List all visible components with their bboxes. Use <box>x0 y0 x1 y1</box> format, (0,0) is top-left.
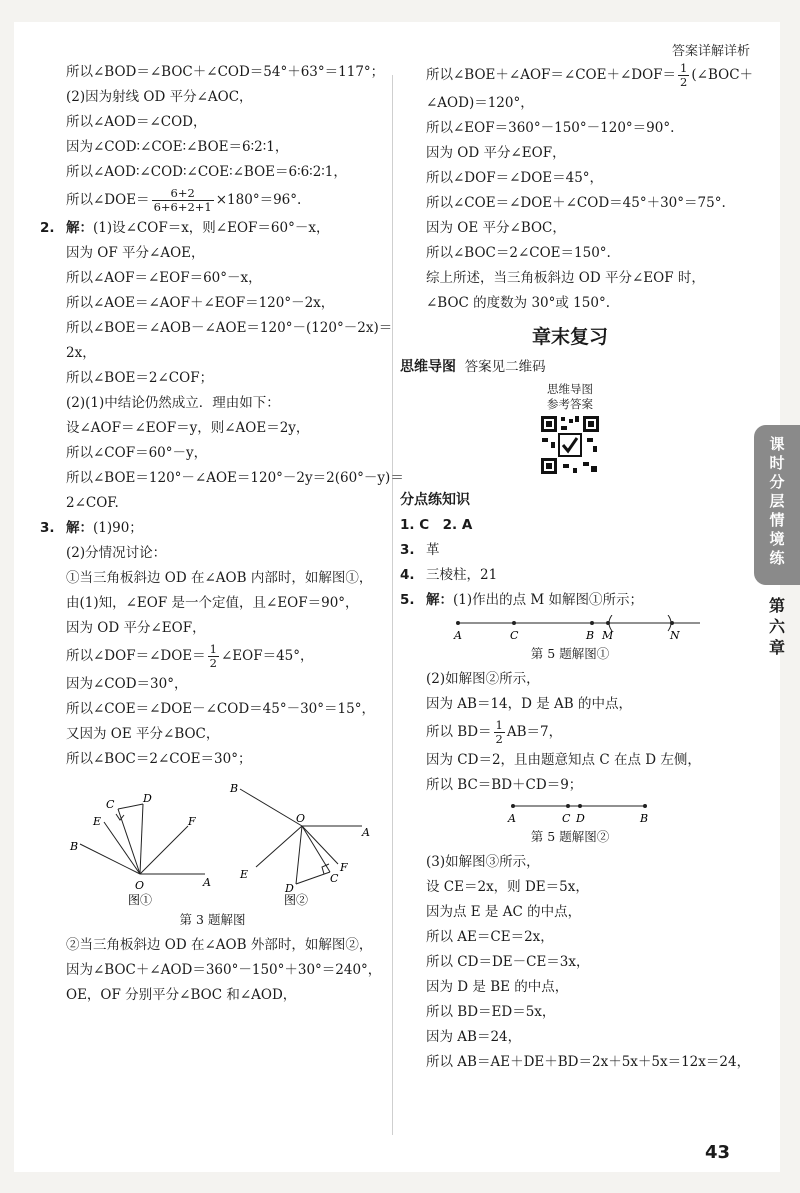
text-line: 所以∠BOD＝∠BOC＋∠COD＝54°＋63°＝117°； <box>66 64 385 80</box>
fig2-label-C: C <box>330 872 339 885</box>
text-segment: 所以∠DOE＝ <box>66 192 150 208</box>
fig2-caption: 图② <box>284 893 309 907</box>
fig1-caption: 图① <box>128 893 153 907</box>
mindmap-line <box>400 357 740 378</box>
text-line: 设∠AOF＝∠EOF＝y，则∠AOE＝2y， <box>66 420 310 436</box>
text-line: 设 CE＝2x，则 DE＝5x， <box>426 879 589 895</box>
fraction <box>494 719 505 746</box>
text-line: 由(1)知，∠EOF 是一个定值，且∠EOF＝90°， <box>66 595 359 611</box>
header-label: 答案详解详析 <box>671 44 750 59</box>
text-line: (2)(1)中结论仍然成立．理由如下： <box>66 395 280 411</box>
side-chapter-label <box>760 595 794 658</box>
fraction-numerator: 1 <box>495 718 503 732</box>
text-line: 所以∠BOC＝2∠COE＝150°. <box>426 245 611 261</box>
side-tab-char: 情 <box>769 511 785 529</box>
answers-1-2: 1. C 2. A <box>400 517 473 533</box>
text-line: 因为 CD＝2，且由题意知点 C 在点 D 左侧， <box>426 752 701 768</box>
fraction-numerator: 6+2 <box>152 187 214 201</box>
text-segment: (1)设∠COF＝x，则∠EOF＝60°－x， <box>93 220 330 236</box>
fig2-label-F: F <box>340 861 348 874</box>
side-tab-char: 练 <box>769 549 785 567</box>
text-segment: AB＝7， <box>506 724 563 740</box>
figure-caption: 第 5 题解图② <box>530 829 610 844</box>
text-line: 所以∠AOD∶∠COD∶∠COE∶∠BOE＝6∶6∶2∶1， <box>66 164 347 180</box>
side-tab-char: 时 <box>769 454 785 472</box>
question-3-line <box>40 518 385 539</box>
side-chapter-char: 六 <box>768 617 785 636</box>
text-line <box>400 61 754 89</box>
fig1-label-A: A <box>203 876 211 889</box>
fraction-denominator: 2 <box>495 732 503 746</box>
fig1-label-F: F <box>188 815 196 828</box>
text-line: 所以∠AOD＝∠COD， <box>66 114 207 130</box>
question-number: 2. <box>40 220 55 236</box>
side-chapter-char: 第 <box>768 596 785 615</box>
qr-caption-line: 思维导图 <box>547 382 593 396</box>
qr-code-icon[interactable] <box>539 414 601 476</box>
text-line: (3)如解图③所示， <box>426 854 540 870</box>
question-number: 3. <box>40 520 55 536</box>
text-line: ②当三角板斜边 OD 在∠AOB 外部时，如解图②， <box>66 937 373 953</box>
mindmap-label: 思维导图 <box>400 359 456 375</box>
fig5-2-label-C: C <box>562 812 571 825</box>
fig5-2-label-D: D <box>576 812 585 825</box>
text-line: 所以 CD＝DE－CE＝3x， <box>426 954 590 970</box>
text-line: 又因为 OE 平分∠BOC， <box>66 726 220 742</box>
page-number: 43 <box>704 1142 730 1163</box>
text-line: 因为∠COD∶∠COE∶∠BOE＝6∶2∶1， <box>66 139 289 155</box>
right-column <box>400 61 754 1077</box>
practice-label-line <box>400 490 740 511</box>
fig5-2-label-A: A <box>508 812 516 825</box>
text-line: 所以∠BOE＝120°－∠AOE＝120°－2y＝2(60°－y)＝ <box>66 470 404 486</box>
question-number: 4. <box>400 567 415 583</box>
text-line: ①当三角板斜边 OD 在∠AOB 内部时，如解图①， <box>66 570 373 586</box>
text-line <box>40 187 385 214</box>
fig2-label-O: O <box>296 812 306 825</box>
text-line: 所以∠BOC＝2∠COE＝30°； <box>66 751 252 767</box>
text-line: 所以∠AOE＝∠AOF＋∠EOF＝120°－2x， <box>66 295 335 311</box>
text-line: 因为点 E 是 AC 的中点， <box>426 904 582 920</box>
fig2-label-D: D <box>285 882 294 895</box>
text-line: (2)因为射线 OD 平分∠AOC， <box>66 89 253 105</box>
text-line: 因为 AB＝14，D 是 AB 的中点， <box>426 696 633 712</box>
text-line: ∠AOD)＝120°， <box>426 95 534 111</box>
text-line <box>400 719 740 746</box>
answer-text: 革 <box>426 542 440 558</box>
fig2-label-E: E <box>240 868 249 881</box>
fraction <box>678 62 689 89</box>
text-line: 所以∠EOF＝360°－150°－120°＝90°. <box>426 120 675 136</box>
fraction <box>208 643 219 670</box>
text-line: ∠BOC 的度数为 30°或 150°. <box>426 295 610 311</box>
figure-caption: 第 5 题解图① <box>530 646 610 661</box>
question-5-figure-1 <box>400 615 740 643</box>
left-column <box>40 62 404 1010</box>
question-2-line <box>40 218 385 239</box>
fig2-label-B: B <box>230 782 239 795</box>
text-line: 2x， <box>66 345 96 361</box>
text-segment: (1)作出的点 M 如解图①所示； <box>453 592 644 608</box>
text-line: (2)分情况讨论： <box>66 545 167 561</box>
side-tab-char: 层 <box>769 492 785 510</box>
practice-label: 分点练知识 <box>400 492 470 508</box>
fraction-denominator: 6+6+2+1 <box>153 200 212 214</box>
text-line: 所以 BD＝ED＝5x， <box>426 1004 556 1020</box>
fig5-1-label-M: M <box>602 629 614 642</box>
text-line: 因为 OF 平分∠AOE， <box>66 245 205 261</box>
fraction <box>152 187 214 214</box>
text-line: 因为∠COD＝30°， <box>66 676 188 692</box>
text-line <box>40 643 385 670</box>
fraction-numerator: 1 <box>680 61 688 75</box>
answer-label: 解： <box>426 592 453 608</box>
text-line: OE，OF 分别平分∠BOC 和∠AOD， <box>66 987 297 1003</box>
qr-caption-line: 参考答案 <box>547 397 593 411</box>
answer-3 <box>400 540 740 561</box>
text-line: 综上所述，当三角板斜边 OD 平分∠EOF 时， <box>426 270 705 286</box>
figure-caption: 第 3 题解图 <box>179 912 246 927</box>
text-segment: ∠EOF＝45°， <box>220 648 314 664</box>
text-line: 2∠COF. <box>66 495 119 511</box>
fig1-label-E: E <box>93 815 102 828</box>
section-title: 章末复习 <box>531 326 608 348</box>
side-tab-char: 分 <box>769 473 785 491</box>
fraction-denominator: 2 <box>680 75 688 89</box>
fig5-1-label-C: C <box>510 629 519 642</box>
fig5-1-label-N: N <box>670 629 680 642</box>
text-line: (2)如解图②所示， <box>426 671 540 687</box>
question-5-line <box>400 590 740 611</box>
mindmap-text: 答案见二维码 <box>464 359 546 375</box>
text-segment: 所以∠DOF＝∠DOE＝ <box>66 648 206 664</box>
fig5-2-label-B: B <box>640 812 649 825</box>
text-line: 所以∠BOE＝∠AOB－∠AOE＝120°－(120°－2x)＝ <box>66 320 393 336</box>
text-line: 因为 OD 平分∠EOF， <box>426 145 566 161</box>
question-number: 5. <box>400 592 415 608</box>
text-line: 因为 OE 平分∠BOC， <box>426 220 566 236</box>
fraction-denominator: 2 <box>209 656 217 670</box>
qr-block <box>400 382 740 480</box>
question-3-figures <box>40 774 385 909</box>
text-segment: (∠BOC＋ <box>691 67 754 83</box>
text-line: 因为 OD 平分∠EOF， <box>66 620 206 636</box>
fig5-1-label-A: A <box>454 629 462 642</box>
text-segment: 所以 BD＝ <box>426 724 492 740</box>
text-line: 所以∠COF＝60°－y， <box>66 445 208 461</box>
side-tab-char: 境 <box>769 530 785 548</box>
fraction-numerator: 1 <box>209 642 217 656</box>
fig1-label-B: B <box>70 840 79 853</box>
side-tab[interactable] <box>754 425 800 585</box>
text-line: 所以∠AOF＝∠EOF＝60°－x， <box>66 270 262 286</box>
answer-text: 三棱柱，21 <box>426 567 498 583</box>
text-line: 因为 AB＝24， <box>426 1029 522 1045</box>
text-line: 因为∠BOC＋∠AOD＝360°－150°＋30°＝240°， <box>66 962 382 978</box>
fig2-label-A: A <box>362 826 370 839</box>
column-divider <box>392 75 393 1135</box>
question-5-figure-2 <box>400 800 740 826</box>
fig1-label-D: D <box>143 792 152 805</box>
text-segment: (1)90； <box>93 520 143 536</box>
text-line: 所以∠BOE＝2∠COF； <box>66 370 214 386</box>
fig1-label-C: C <box>106 798 115 811</box>
fig1-label-O: O <box>135 879 145 892</box>
answer-label: 解： <box>66 520 93 536</box>
text-line: 所以∠DOF＝∠DOE＝45°， <box>426 170 604 186</box>
text-line: 所以 AE＝CE＝2x， <box>426 929 554 945</box>
text-line: 所以∠COE＝∠DOE＋∠COD＝45°＋30°＝75°. <box>426 195 726 211</box>
side-chapter-char: 章 <box>768 638 785 657</box>
answer-label: 解： <box>66 220 93 236</box>
text-line: 所以 BC＝BD＋CD＝9； <box>426 777 583 793</box>
text-segment: 所以∠BOE＋∠AOF＝∠COE＋∠DOF＝ <box>426 67 677 83</box>
text-line: 所以∠COE＝∠DOE－∠COD＝45°－30°＝15°， <box>66 701 375 717</box>
fig5-1-label-B: B <box>586 629 595 642</box>
text-line: 因为 D 是 BE 的中点， <box>426 979 569 995</box>
side-tab-char: 课 <box>769 435 785 453</box>
text-segment: ×180°＝96°. <box>215 192 302 208</box>
answer-4 <box>400 565 740 586</box>
text-line: 所以 AB＝AE＋DE＋BD＝2x＋5x＋5x＝12x＝24， <box>426 1054 751 1070</box>
question-number: 3. <box>400 542 415 558</box>
